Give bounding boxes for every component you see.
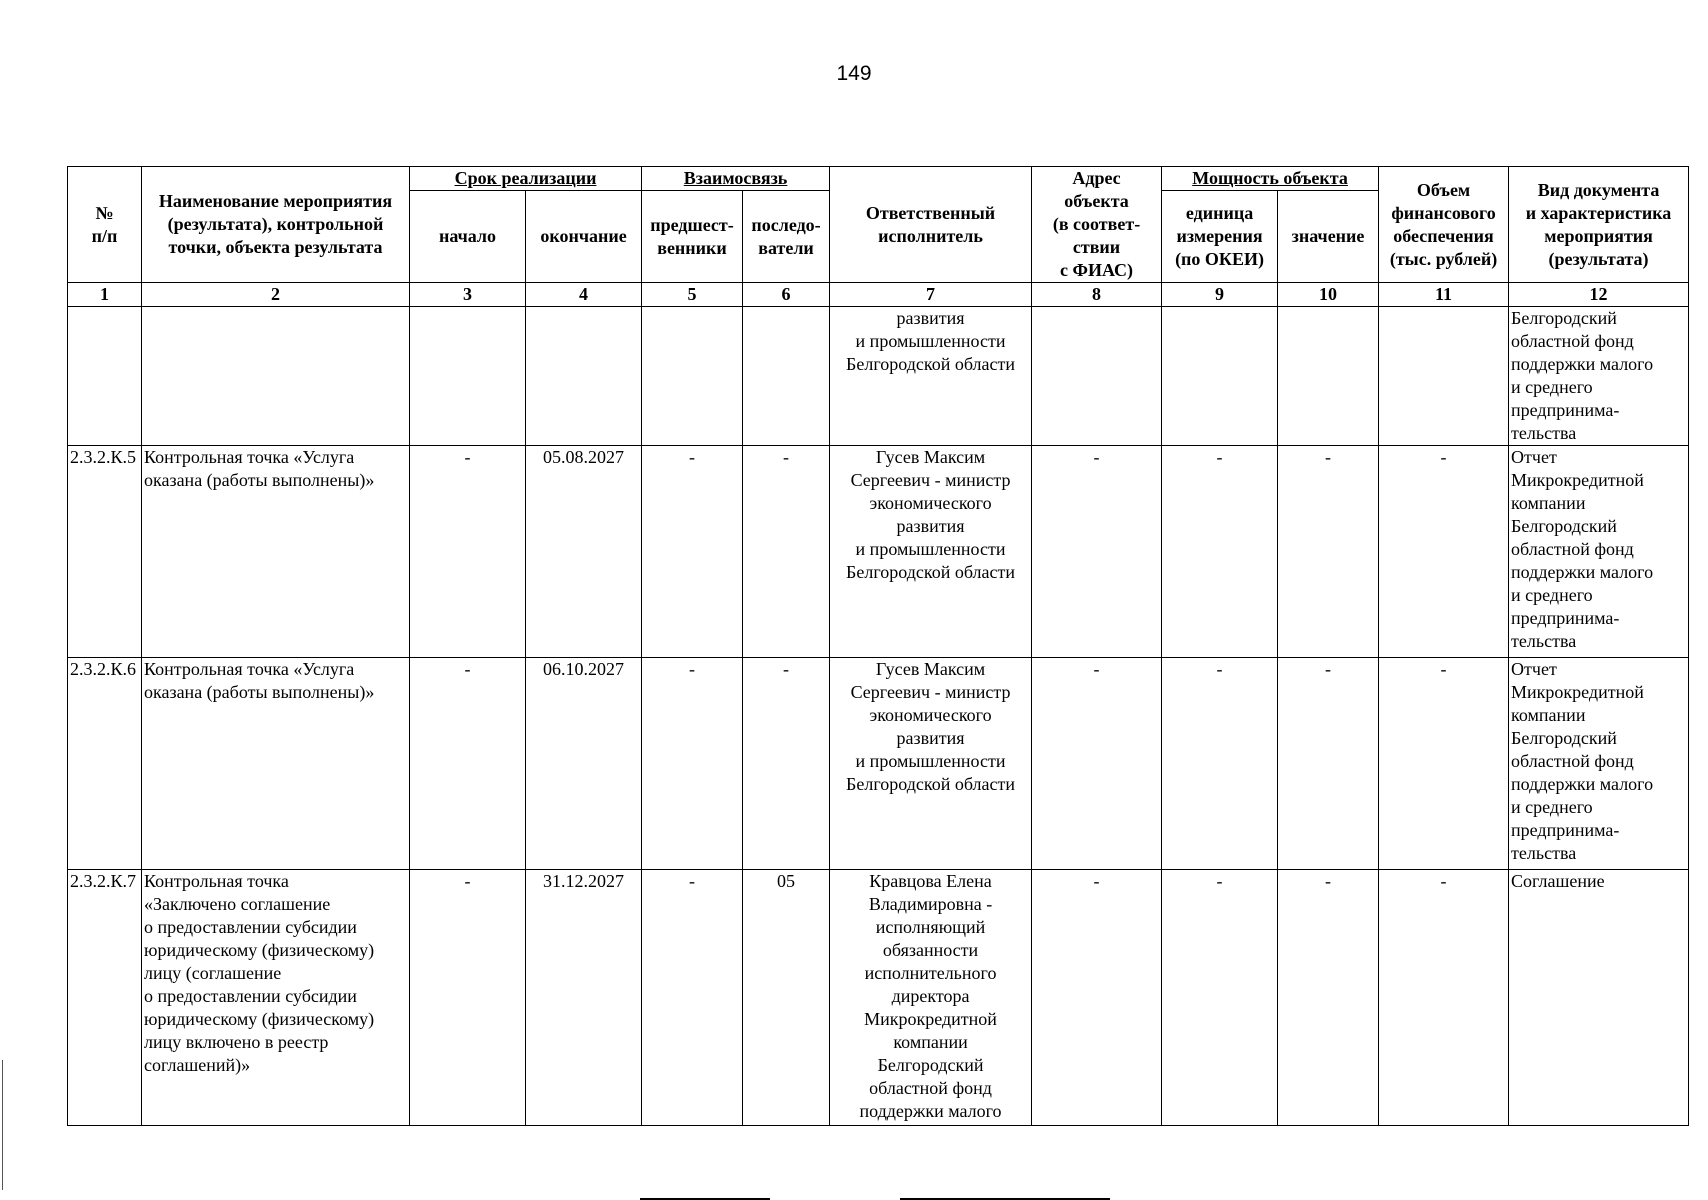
cell-responsible: Гусев Максим Сергеевич - министр экономического развития и промышленности Белгородской области — [830, 446, 1032, 658]
cell-document: Отчет Микрокредитной компании Белгородский областной фонд поддержки малого и среднего предпринима- тельства — [1509, 658, 1689, 870]
header-term-group: Срок реализации — [410, 167, 642, 191]
cell-address: - — [1032, 658, 1162, 870]
cell-name: Контрольная точка «Услуга оказана (работы выполнены)» — [142, 446, 410, 658]
cell-end: 06.10.2027 — [526, 658, 642, 870]
activities-table — [67, 166, 1689, 1126]
cell-start: - — [410, 658, 526, 870]
table-row — [68, 658, 1689, 870]
cell-start: - — [410, 446, 526, 658]
header-power-group: Мощность объекта — [1162, 167, 1379, 191]
column-number: 8 — [1032, 283, 1162, 307]
table-row — [68, 307, 1689, 446]
cell-responsible: Гусев Максим Сергеевич - министр экономического развития и промышленности Белгородской области — [830, 658, 1032, 870]
cell-name: Контрольная точка «Услуга оказана (работы выполнены)» — [142, 658, 410, 870]
column-number: 5 — [642, 283, 743, 307]
page-number: 149 — [836, 62, 872, 85]
column-number: 9 — [1162, 283, 1278, 307]
cell-financing — [1379, 307, 1509, 446]
header-predecessors: предшест- венники — [642, 191, 743, 283]
column-number: 11 — [1379, 283, 1509, 307]
cell-value — [1278, 307, 1379, 446]
header-address: Адрес объекта (в соответ- ствии с ФИАС) — [1032, 167, 1162, 283]
cell-successors: - — [743, 446, 830, 658]
cell-document: Отчет Микрокредитной компании Белгородский областной фонд поддержки малого и среднего предпринима- тельства — [1509, 446, 1689, 658]
cell-value: - — [1278, 870, 1379, 1126]
cell-responsible: развития и промышленности Белгородской области — [830, 307, 1032, 446]
cell-predecessors — [642, 307, 743, 446]
cell-unit: - — [1162, 658, 1278, 870]
cell-financing: - — [1379, 870, 1509, 1126]
cell-unit: - — [1162, 870, 1278, 1126]
header-link-group: Взаимосвязь — [642, 167, 830, 191]
cell-num: 2.3.2.К.6 — [68, 658, 142, 870]
table-row — [68, 870, 1689, 1126]
column-number: 7 — [830, 283, 1032, 307]
header-name: Наименование мероприятия (результата), контрольной точки, объекта результата — [142, 167, 410, 283]
header-financing: Объем финансового обеспечения (тыс. рублей) — [1379, 167, 1509, 283]
column-number: 2 — [142, 283, 410, 307]
column-number: 3 — [410, 283, 526, 307]
header-start: начало — [410, 191, 526, 283]
cell-successors — [743, 307, 830, 446]
cell-predecessors: - — [642, 870, 743, 1126]
header-num: № п/п — [68, 167, 142, 283]
cell-num — [68, 307, 142, 446]
header-unit: единица измерения (по ОКЕИ) — [1162, 191, 1278, 283]
cell-value: - — [1278, 658, 1379, 870]
column-number: 1 — [68, 283, 142, 307]
cell-start — [410, 307, 526, 446]
scan-edge — [2, 1060, 3, 1190]
cell-end: 31.12.2027 — [526, 870, 642, 1126]
header-successors: последо- ватели — [743, 191, 830, 283]
header-value: значение — [1278, 191, 1379, 283]
cell-num: 2.3.2.К.7 — [68, 870, 142, 1126]
cell-unit — [1162, 307, 1278, 446]
header-end: окончание — [526, 191, 642, 283]
cell-end: 05.08.2027 — [526, 446, 642, 658]
cell-num: 2.3.2.К.5 — [68, 446, 142, 658]
cell-address: - — [1032, 870, 1162, 1126]
cell-name: Контрольная точка «Заключено соглашение о предоставлении субсидии юридическому (физическому) лицу (соглашение о предоставлении субсидии юридическому (физическому) лицу включено в реестр соглашений)» — [142, 870, 410, 1126]
header-responsible: Ответственный исполнитель — [830, 167, 1032, 283]
cell-address — [1032, 307, 1162, 446]
cell-financing: - — [1379, 446, 1509, 658]
column-number: 4 — [526, 283, 642, 307]
cell-predecessors: - — [642, 446, 743, 658]
column-number: 6 — [743, 283, 830, 307]
cell-end — [526, 307, 642, 446]
cell-value: - — [1278, 446, 1379, 658]
column-number-row — [68, 283, 1689, 307]
cell-successors: - — [743, 658, 830, 870]
cell-document: Соглашение — [1509, 870, 1689, 1126]
column-number: 12 — [1509, 283, 1689, 307]
cell-responsible: Кравцова Елена Владимировна - исполняющий обязанности исполнительного директора Микрокредитной компании Белгородский областной фонд поддержки малого — [830, 870, 1032, 1126]
cell-predecessors: - — [642, 658, 743, 870]
cell-name — [142, 307, 410, 446]
cell-start: - — [410, 870, 526, 1126]
cell-successors: 05 — [743, 870, 830, 1126]
cell-address: - — [1032, 446, 1162, 658]
cell-document: Белгородский областной фонд поддержки малого и среднего предпринима- тельства — [1509, 307, 1689, 446]
column-number: 10 — [1278, 283, 1379, 307]
cell-unit: - — [1162, 446, 1278, 658]
header-document: Вид документа и характеристика мероприятия (результата) — [1509, 167, 1689, 283]
table-row — [68, 446, 1689, 658]
cell-financing: - — [1379, 658, 1509, 870]
